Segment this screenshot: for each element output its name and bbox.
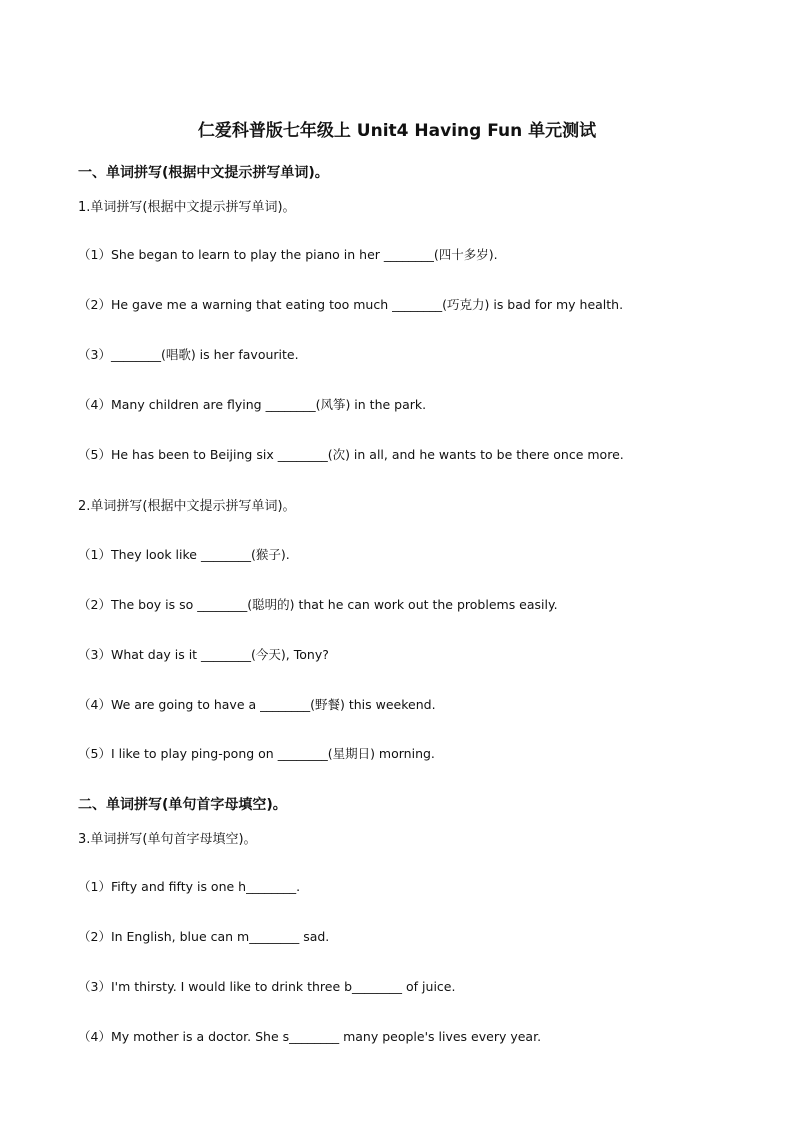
question-heading-1: 1.单词拼写(根据中文提示拼写单词)。: [78, 200, 296, 215]
page-title: 仁爱科普版七年级上 Unit4 Having Fun 单元测试: [197, 121, 597, 141]
question-item: （4）Many children are flying ________(风筝) in the park.: [78, 397, 427, 412]
section-heading-1: 一、单词拼写(根据中文提示拼写单词)。: [78, 165, 329, 181]
question-item: （2）The boy is so ________(聪明的) that he can work out the problems easily.: [78, 597, 558, 612]
question-item: （2）He gave me a warning that eating too much ________(巧克力) is bad for my health.: [78, 297, 624, 312]
question-item: （5）He has been to Beijing six ________(次) in all, and he wants to be there once more.: [78, 447, 624, 462]
question-heading-3: 3.单词拼写(单句首字母填空)。: [78, 832, 257, 847]
question-item: （3）________(唱歌) is her favourite.: [78, 347, 299, 362]
question-item: （5）I like to play ping-pong on ________(星期日) morning.: [78, 746, 435, 761]
question-heading-2: 2.单词拼写(根据中文提示拼写单词)。: [78, 499, 296, 514]
section-heading-2: 二、单词拼写(单句首字母填空)。: [78, 797, 287, 813]
question-item: （1）Fifty and fifty is one h________.: [78, 879, 301, 894]
question-item: （2）In English, blue can m________ sad.: [78, 929, 330, 944]
question-item: （3）I'm thirsty. I would like to drink three b________ of juice.: [78, 979, 456, 994]
question-item: （4）We are going to have a ________(野餐) this weekend.: [78, 697, 436, 712]
question-item: （4）My mother is a doctor. She s________ many people's lives every year.: [78, 1029, 542, 1044]
question-item: （1）She began to learn to play the piano in her ________(四十多岁).: [78, 247, 498, 262]
question-item: （3）What day is it ________(今天), Tony?: [78, 647, 329, 662]
question-item: （1）They look like ________(猴子).: [78, 547, 290, 562]
